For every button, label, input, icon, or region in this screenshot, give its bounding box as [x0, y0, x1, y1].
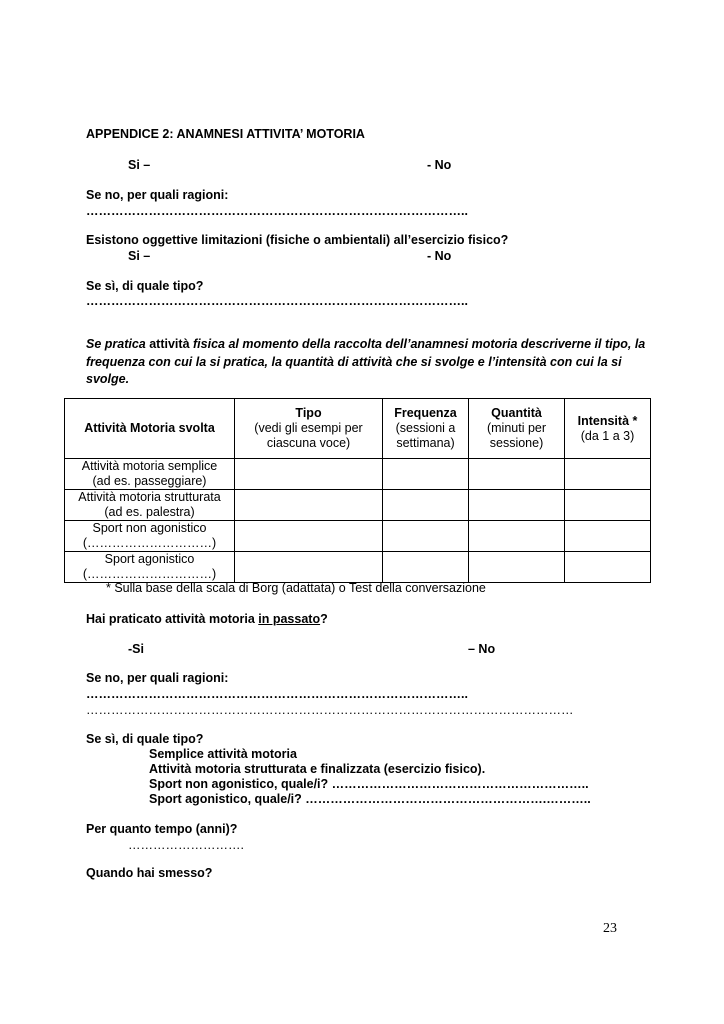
type-cell[interactable]	[235, 490, 383, 521]
stopped-label: Quando hai smesso?	[86, 866, 213, 880]
activity-cell: Sport agonistico (…………………………)	[65, 552, 235, 583]
limitations-question: Esistono oggettive limitazioni (fisiche o ambientali) all’esercizio fisico?	[86, 233, 509, 247]
type-cell[interactable]	[235, 552, 383, 583]
intensity-cell[interactable]	[565, 552, 651, 583]
activity-cell: Attività motoria semplice (ad es. passeggiare)	[65, 459, 235, 490]
frequency-cell[interactable]	[383, 490, 469, 521]
page-number: 23	[603, 921, 617, 936]
table-row	[65, 552, 651, 583]
type2-option-competitive: Sport agonistico, quale/i? ………………………………………………….………..	[149, 792, 591, 806]
header-quantity: Quantità (minuti per sessione)	[469, 399, 565, 459]
header-intensity: Intensità * (da 1 a 3)	[565, 399, 651, 459]
table-footnote: * Sulla base della scala di Borg (adattata) o Test della conversazione	[106, 581, 486, 595]
type2-label: Se sì, di quale tipo?	[86, 732, 204, 746]
past-question: Hai praticato attività motoria in passato?	[86, 612, 328, 626]
frequency-cell[interactable]	[383, 552, 469, 583]
quantity-cell[interactable]	[469, 459, 565, 490]
type1-dots: ………………………………………………………………………………..	[86, 294, 468, 308]
type1-label: Se sì, di quale tipo?	[86, 279, 204, 293]
intensity-cell[interactable]	[565, 521, 651, 552]
reasons1-label: Se no, per quali ragioni:	[86, 188, 229, 202]
type2-option-simple: Semplice attività motoria	[149, 747, 297, 761]
instruction-part2: attività	[149, 337, 190, 351]
duration-label: Per quanto tempo (anni)?	[86, 822, 238, 836]
reasons2-label: Se no, per quali ragioni:	[86, 671, 229, 685]
header-type: Tipo (vedi gli esempi per ciascuna voce)	[235, 399, 383, 459]
reasons1-dots: ………………………………………………………………………………..	[86, 204, 468, 218]
activity-cell: Attività motoria strutturata (ad es. palestra)	[65, 490, 235, 521]
instruction-part3: fisica al momento della raccolta dell’anamnesi motoria descriverne il tipo, la frequenza con cui la si pratica, la quantità di attività che si svolge e l’intensità con cui la si svolge.	[86, 337, 646, 386]
reasons2-dots-extra: ………………………………………………………………………………………………………	[86, 703, 574, 717]
quantity-cell[interactable]	[469, 552, 565, 583]
type-cell[interactable]	[235, 459, 383, 490]
header-activity: Attività Motoria svolta	[65, 399, 235, 459]
q1-yes-option: Si –	[128, 158, 151, 172]
q2-no-option: – No	[468, 642, 496, 656]
appendix-title: APPENDICE 2: ANAMNESI ATTIVITA’ MOTORIA	[86, 127, 365, 141]
intensity-cell[interactable]	[565, 459, 651, 490]
table-header-row	[65, 399, 651, 459]
reasons2-dots: ………………………………………………………………………………..	[86, 687, 468, 701]
type-cell[interactable]	[235, 521, 383, 552]
limitations-yes-option: Si –	[128, 249, 151, 263]
quantity-cell[interactable]	[469, 521, 565, 552]
intensity-cell[interactable]	[565, 490, 651, 521]
table-row	[65, 490, 651, 521]
type2-option-non-competitive: Sport non agonistico, quale/i? ……………………………………………………..	[149, 777, 589, 791]
instruction-paragraph	[86, 336, 666, 389]
instruction-part1: Se pratica	[86, 337, 150, 351]
header-frequency: Frequenza (sessioni a settimana)	[383, 399, 469, 459]
table-row	[65, 521, 651, 552]
table-row	[65, 459, 651, 490]
quantity-cell[interactable]	[469, 490, 565, 521]
limitations-no-option: - No	[427, 249, 452, 263]
activity-cell: Sport non agonistico (…………………………)	[65, 521, 235, 552]
activity-table	[64, 398, 651, 583]
frequency-cell[interactable]	[383, 521, 469, 552]
q1-no-option: - No	[427, 158, 452, 172]
type2-option-structured: Attività motoria strutturata e finalizzata (esercizio fisico).	[149, 762, 486, 776]
frequency-cell[interactable]	[383, 459, 469, 490]
duration-dots: ……………………….	[128, 838, 244, 852]
q2-yes-option: -Si	[128, 642, 144, 656]
